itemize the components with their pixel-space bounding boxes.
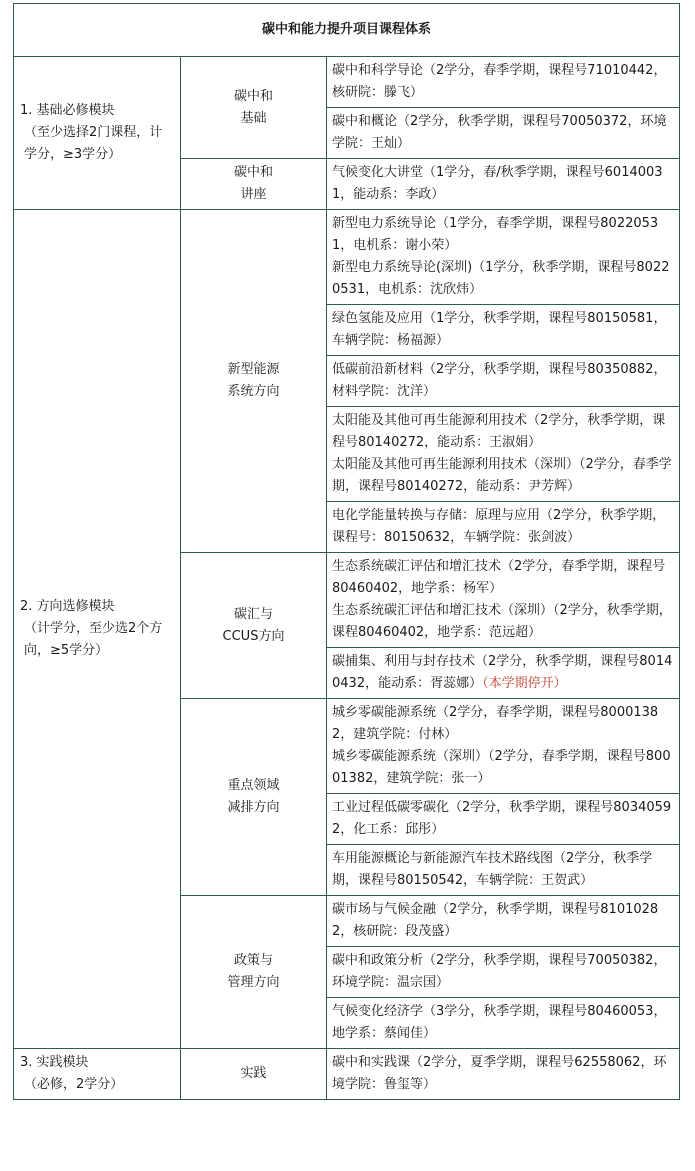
category-label-line1: 新型能源	[227, 362, 280, 377]
module-name: 2. 方向选修模块	[20, 599, 115, 614]
course-cell	[327, 305, 680, 356]
course-entry: 生态系统碳汇评估和增汇技术（2学分，春季学期，课程号80460402，地学系：杨军）	[332, 559, 666, 596]
category-label-line2: CCUS方向	[222, 628, 285, 644]
course-entry: 低碳前沿新材料（2学分，秋季学期，课程号80350882，材料学院：沈洋）	[332, 362, 667, 399]
module-requirement: （计学分，至少选2个方向，≥5学分）	[24, 621, 163, 658]
module-cell	[14, 1049, 181, 1100]
course-row	[14, 210, 680, 305]
course-entry: 城乡零碳能源系统（深圳）（2学分，春季学期，课程号80001382，建筑学院：张一）	[332, 749, 671, 786]
course-entry: 工业过程低碳零碳化（2学分，秋季学期，课程号80340592，化工系：邱彤）	[332, 800, 672, 837]
module-name: 3. 实践模块	[20, 1055, 89, 1070]
course-system-table	[13, 3, 680, 1100]
course-cell	[327, 794, 680, 845]
course-cell	[327, 1049, 680, 1100]
course-entry: 车用能源概论与新能源汽车技术路线图（2学分，秋季学期，课程号80150542，车辆学院：王贺武）	[332, 851, 653, 888]
course-entry	[332, 651, 673, 695]
category-label-line1: 碳中和	[233, 165, 273, 180]
course-entry: 太阳能及其他可再生能源利用技术（深圳）（2学分，春季学期，课程号80140272，能动系：尹芳辉）	[332, 457, 672, 494]
suspended-note: （本学期停开）	[482, 676, 567, 691]
course-cell	[327, 502, 680, 553]
category-label-line2: 管理方向	[227, 975, 280, 990]
course-cell	[327, 896, 680, 947]
course-entry: 气候变化大讲堂（1学分，春/秋季学期，课程号60140031，能动系：李政）	[332, 165, 663, 202]
course-entry: 碳中和科学导论（2学分，春季学期，课程号71010442，核研院：滕飞）	[332, 63, 667, 100]
course-entry: 电化学能量转换与存储：原理与应用（2学分，秋季学期，课程号：80150632，车辆学院：张剑波）	[332, 508, 666, 545]
category-label-line1: 碳中和	[233, 88, 273, 104]
course-row	[14, 57, 680, 108]
course-text: 碳捕集、利用与封存技术（2学分，秋季学期，课程号80140432，能动系：胥蕊娜）	[332, 654, 673, 691]
category-label-line2: 基础	[240, 110, 267, 126]
category-cell	[181, 699, 327, 896]
module-requirement: （至少选择2门课程，计学分，≥3学分）	[24, 125, 163, 162]
course-entry: 城乡零碳能源系统（2学分，春季学期，课程号80001382，建筑学院：付林）	[332, 705, 659, 742]
category-label-line1: 碳汇与	[233, 606, 273, 622]
category-label-line1: 政策与	[233, 953, 273, 968]
module-cell	[14, 210, 181, 1049]
course-cell	[327, 159, 680, 210]
category-cell	[181, 57, 327, 159]
table-title: 碳中和能力提升项目课程体系	[14, 4, 680, 57]
course-entry: 碳中和实践课（2学分，夏季学期，课程号62558062，环境学院：鲁玺等）	[332, 1055, 667, 1092]
category-label-line2: 系统方向	[227, 384, 280, 399]
category-cell	[181, 896, 327, 1049]
course-cell	[327, 699, 680, 794]
course-row	[14, 1049, 680, 1100]
course-entry: 绿色氢能及应用（1学分，秋季学期，课程号80150581，车辆学院：杨福源）	[332, 311, 667, 348]
course-entry: 新型电力系统导论（1学分，春季学期，课程号80220531，电机系：谢小荣）	[332, 216, 659, 253]
course-cell	[327, 947, 680, 998]
module-cell	[14, 57, 181, 210]
course-cell	[327, 108, 680, 159]
course-cell	[327, 210, 680, 305]
category-label-line1: 实践	[240, 1066, 267, 1081]
course-cell	[327, 845, 680, 896]
course-cell	[327, 648, 680, 699]
course-cell	[327, 553, 680, 648]
course-cell	[327, 356, 680, 407]
category-label-line2: 减排方向	[227, 800, 280, 815]
category-cell	[181, 210, 327, 553]
course-entry: 生态系统碳汇评估和增汇技术（深圳）（2学分，秋季学期，课程80460402，地学系：范远超）	[332, 603, 672, 640]
category-label-line1: 重点领域	[227, 778, 280, 793]
course-cell	[327, 998, 680, 1049]
category-label-line2: 讲座	[240, 187, 267, 202]
category-cell	[181, 553, 327, 699]
title-row	[14, 4, 680, 57]
course-entry: 碳市场与气候金融（2学分，秋季学期，课程号81010282，核研院：段茂盛）	[332, 902, 659, 939]
module-requirement: （必修，2学分）	[24, 1077, 124, 1092]
course-cell	[327, 57, 680, 108]
category-cell	[181, 1049, 327, 1100]
course-entry: 碳中和政策分析（2学分，秋季学期，课程号70050382，环境学院：温宗国）	[332, 953, 667, 990]
course-entry: 新型电力系统导论(深圳)（1学分，秋季学期，课程号80220531，电机系：沈欣炜）	[332, 260, 670, 297]
module-name: 1. 基础必修模块	[20, 103, 115, 118]
course-entry: 碳中和概论（2学分，秋季学期，课程号70050372，环境学院：王灿）	[332, 114, 667, 151]
course-entry: 气候变化经济学（3学分，秋季学期，课程号80460053，地学系：蔡闻佳）	[332, 1004, 667, 1041]
course-entry: 太阳能及其他可再生能源利用技术（2学分，秋季学期，课程号80140272，能动系：王淑娟）	[332, 413, 666, 450]
course-cell	[327, 407, 680, 502]
category-cell	[181, 159, 327, 210]
